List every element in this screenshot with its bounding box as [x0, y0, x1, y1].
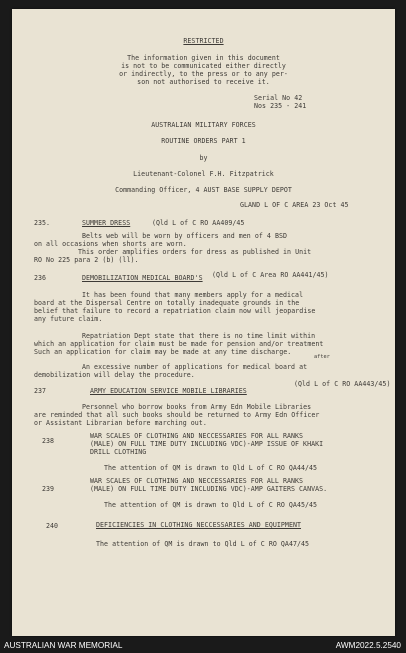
notice-line: The information given in this document	[127, 54, 280, 62]
classification-marking: RESTRICTED	[183, 37, 224, 45]
order-body-line: belief that failure to record a repatriation claim now will jeopardise	[34, 307, 316, 315]
order-body-line: It has been found that many members apply for a medical	[82, 291, 304, 299]
forces-title: AUSTRALIAN MILITARY FORCES	[151, 121, 256, 129]
order-body-line: This order amplifies orders for dress as published in Unit	[78, 248, 312, 256]
order-reference: (Qld L of C RO AA409/45	[152, 219, 245, 227]
order-number: 238	[42, 437, 55, 445]
officer-name: Lieutenant-Colonel F.H. Fitzpatrick	[133, 170, 274, 178]
notice-line: or indirectly, to the press or to any per-	[119, 70, 288, 78]
order-heading: WAR SCALES OF CLOTHING AND NECCESSARIES FOR ALL RANKS	[90, 432, 304, 440]
order-body-line: Belts web will be worn by officers and men of 4 BSD	[82, 232, 288, 240]
order-body-line: Repatriation Dept state that there is no time limit within	[82, 332, 316, 340]
order-body-line: on all occasions when shorts are worn.	[34, 240, 187, 248]
handwritten-insert: after	[314, 354, 330, 360]
order-body-line: any future claim.	[34, 315, 103, 323]
order-heading: DRILL CLOTHING	[90, 448, 147, 456]
order-reference: (Qld L of C Area RO AA441/45)	[212, 271, 329, 279]
order-body-line: RO No 225 para 2 (b) (ll).	[34, 256, 139, 264]
by-line: by	[199, 154, 208, 162]
order-body-line: board at the Dispersal Centre on totally inadequate grounds in the	[34, 299, 300, 307]
serial-number: Serial No 42	[254, 94, 303, 102]
order-heading: DEFICIENCIES IN CLOTHING NECCESSARIES AND EQUIPMENT	[96, 521, 302, 529]
catalogue-id: AWM2022.5.2540	[335, 641, 401, 650]
order-heading: SUMMER DRESS	[82, 219, 131, 227]
order-numbers: Nos 235 - 241	[254, 102, 307, 110]
order-number: 237	[34, 387, 47, 395]
order-body-line: which an application for claim must be made for pension and/or treatment	[34, 340, 324, 348]
order-attention: The attention of QM is drawn to Qld L of C RO QA44/45	[104, 464, 318, 472]
institution-name: AUSTRALIAN WAR MEMORIAL	[4, 641, 123, 650]
order-attention: The attention of QM is drawn to Qld L of C RO QA47/45	[96, 540, 310, 548]
order-body-line: Personnel who borrow books from Army Edn Mobile Libraries	[82, 403, 312, 411]
order-heading: DEMOBILIZATION MEDICAL BOARD'S	[82, 274, 203, 282]
order-body-line: are reminded that all such books should be returned to Army Edn Officer	[34, 411, 320, 419]
order-body-line: An excessive number of applications for medical board at	[82, 363, 308, 371]
order-number: 240	[46, 522, 59, 530]
order-heading: (MALE) ON FULL TIME DUTY INCLUDING VDC)-AMP ISSUE OF KHAKI	[90, 440, 324, 448]
notice-line: is not to be communicated either directly	[121, 62, 286, 70]
order-number: 236	[34, 274, 47, 282]
order-heading: WAR SCALES OF CLOTHING AND NECCESSARIES FOR ALL RANKS	[90, 477, 304, 485]
order-number: 235.	[34, 219, 51, 227]
document-page	[12, 9, 395, 636]
date-line: GLAND L OF C AREA 23 Oct 45	[240, 201, 349, 209]
order-heading: (MALE) ON FULL TIME DUTY INCLUDING VDC)-AMP GAITERS CANVAS.	[90, 485, 328, 493]
order-body-line: or Assistant Librarian before marching out.	[34, 419, 207, 427]
order-body-line: demobilization will delay the procedure.	[34, 371, 195, 379]
order-heading: ARMY EDUCATION SERVICE MOBILE LIBRARIES	[90, 387, 247, 395]
notice-line: son not authorised to receive it.	[137, 78, 270, 86]
caption-bar	[0, 637, 406, 653]
order-attention: The attention of QM is drawn to Qld L of C RO QA45/45	[104, 501, 318, 509]
order-body-line: Such an application for claim may be made at any time discharge.	[34, 348, 292, 356]
order-number: 239	[42, 485, 55, 493]
order-reference: (Qld L of C RO AA443/45)	[294, 380, 391, 388]
command-line: Commanding Officer, 4 AUST BASE SUPPLY DEPOT	[115, 186, 292, 194]
orders-title: ROUTINE ORDERS PART 1	[161, 137, 246, 145]
